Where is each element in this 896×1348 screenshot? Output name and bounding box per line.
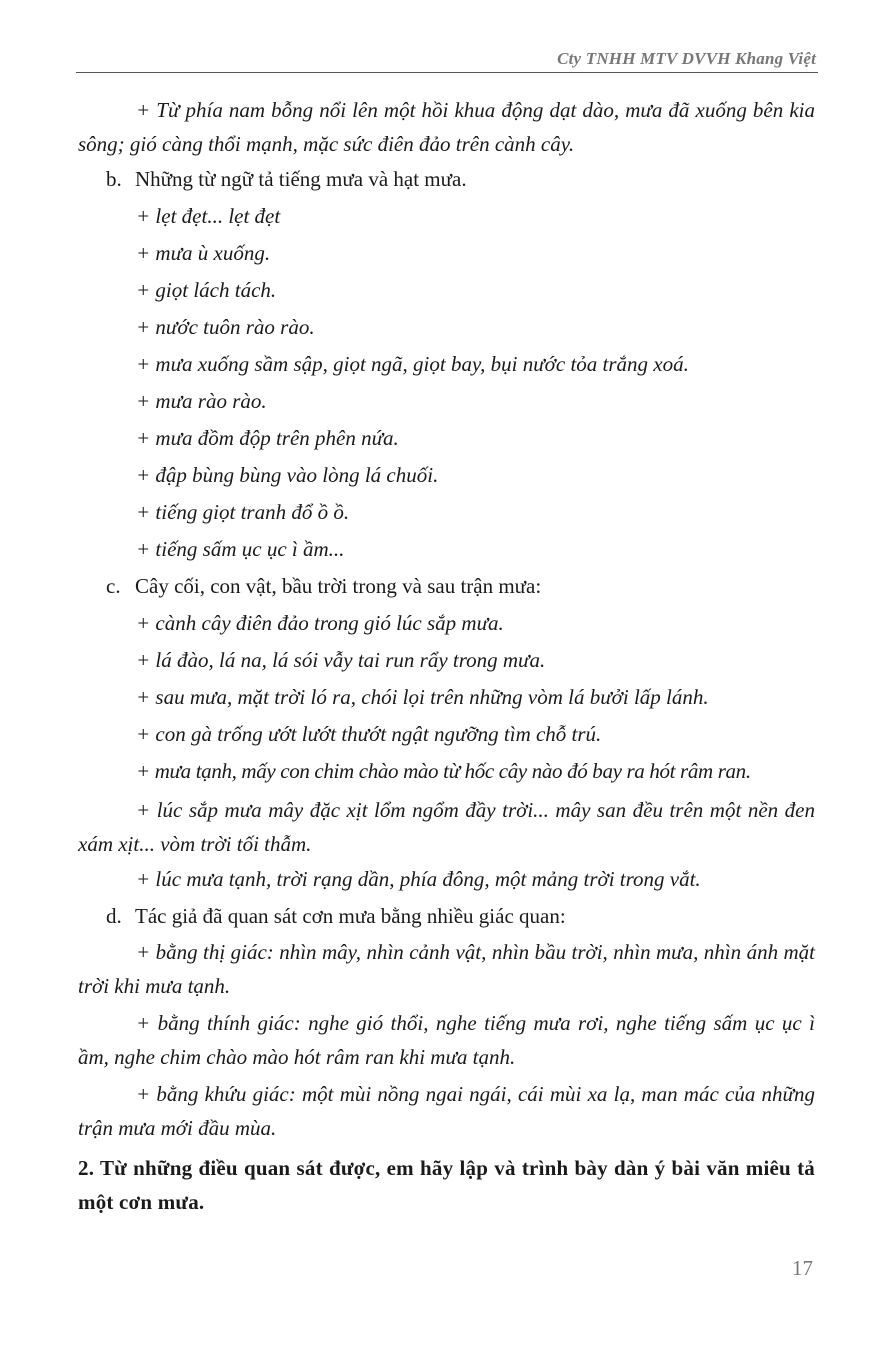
exercise-2-heading: 2. Từ những điều quan sát được, em hãy lập và trình bày dàn ý bài văn miêu tả một cơn mưa. [78,1156,815,1214]
section-c-paragraph: + lúc sắp mưa mây đặc xịt lổm ngổm đầy trời... mây san đều trên một nền đen xám xịt... vòm trời tối thẫm. [78,798,815,856]
section-d-paragraph: + bằng thính giác: nghe gió thổi, nghe tiếng mưa rơi, nghe tiếng sấm ục ục ì ầm, nghe chim chào mào hót râm ran khi mưa tạnh. [78,1011,815,1069]
list-item: + cành cây điên đảo trong gió lúc sắp mưa. [136,611,504,635]
section-b-heading [78,161,815,198]
section-b-label: b. [106,167,122,191]
publisher-name: Cty TNHH MTV DVVH Khang Việt [557,49,816,68]
section-b-title: Những từ ngữ tả tiếng mưa và hạt mưa. [135,167,467,191]
list-item: + nước tuôn rào rào. [136,315,315,339]
section-d-label: d. [106,904,122,928]
list-item: + lá đào, lá na, lá sói vẫy tai run rẩy trong mưa. [136,648,546,672]
list-item: + sau mưa, mặt trời ló ra, chói lọi trên những vòm lá bưởi lấp lánh. [136,685,709,709]
page-number: 17 [792,1256,813,1280]
section-c-heading [78,568,815,605]
section-d-title: Tác giả đã quan sát cơn mưa bằng nhiều giác quan: [135,904,566,928]
section-d-paragraph: + bằng khứu giác: một mùi nồng ngai ngái, cái mùi xa lạ, man mác của những trận mưa mới đầu mùa. [78,1082,815,1140]
list-item: + lẹt đẹt... lẹt đẹt [136,204,281,228]
section-c-title: Cây cối, con vật, bầu trời trong và sau trận mưa: [135,574,542,598]
section-d-heading [78,898,815,935]
page-header [76,48,818,73]
section-d-paragraph: + bằng thị giác: nhìn mây, nhìn cảnh vật, nhìn bầu trời, nhìn mưa, nhìn ánh mặt trời khi mưa tạnh. [78,940,815,998]
list-item: + con gà trống ướt lướt thướt ngật ngưỡng tìm chỗ trú. [136,722,602,746]
list-item: + mưa xuống sầm sập, giọt ngã, giọt bay, bụi nước tỏa trắng xoá. [136,352,689,376]
list-item: + mưa rào rào. [136,389,267,413]
list-item: + đập bùng bùng vào lòng lá chuối. [136,463,439,487]
intro-paragraph: + Từ phía nam bỗng nổi lên một hồi khua động dạt dào, mưa đã xuống bên kia sông; gió càng thổi mạnh, mặc sức điên đảo trên cành cây. [78,98,815,156]
list-item: + tiếng giọt tranh đổ ồ ồ. [136,500,350,524]
list-item: + lúc mưa tạnh, trời rạng dần, phía đông, một mảng trời trong vắt. [136,867,701,891]
section-c-label: c. [106,574,121,598]
list-item: + mưa đồm độp trên phên nứa. [136,426,399,450]
list-item: + tiếng sấm ục ục ì ầm... [136,537,345,561]
list-item: + giọt lách tách. [136,278,277,302]
list-item: + mưa tạnh, mấy con chim chào mào từ hốc cây nào đó bay ra hót râm ran. [136,759,751,783]
list-item: + mưa ù xuống. [136,241,271,265]
page-content [78,93,815,1219]
